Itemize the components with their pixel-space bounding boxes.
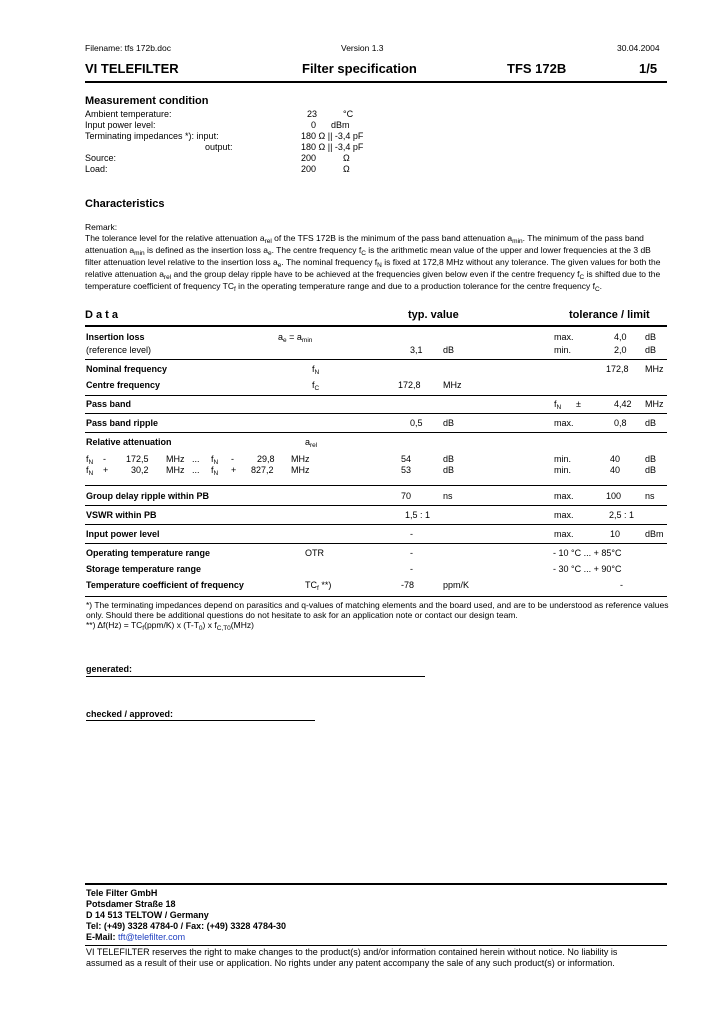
generated-label: generated:: [86, 664, 133, 674]
vswr-typ: 1,5 : 1: [405, 510, 431, 520]
row-rule: [85, 359, 667, 360]
footer-email-line: E-Mail: tft@telefilter.com: [86, 932, 186, 942]
rel-row1-op: -: [103, 454, 106, 464]
row-rule: [85, 524, 667, 525]
tc-symbol: $TC_f$ **): [305, 580, 332, 592]
remark-line-5: temperature coefficient of frequency $TC_f$ in the operating temperature range and due to a production tolerance for the centre frequency $f_C$.: [85, 281, 603, 293]
str-label: Storage temperature range: [86, 564, 202, 574]
remark-label: Remark:: [85, 222, 118, 232]
centre-symbol: $f_C$: [312, 380, 320, 392]
input-power-label: Input power level: [86, 529, 160, 539]
gd-max: 100: [606, 491, 622, 501]
email-link[interactable]: tft@telefilter.com: [118, 932, 186, 942]
ins-max: 4,0: [614, 332, 627, 342]
footer-rule-2: [85, 945, 667, 946]
tc-tol: -: [620, 580, 623, 590]
rel-row2-u1: MHz: [166, 465, 185, 475]
centre-frequency-label: Centre frequency: [86, 380, 161, 390]
rel-row1-typ: 54: [401, 454, 412, 464]
pb-pm: ±: [576, 399, 581, 409]
row-rule: [85, 485, 667, 486]
remark-line-4: relative attenuation $a_{rel}$ and the group delay ripple have to be achieved at the frequencies given below even if the centre frequency $f_C$ is shifted due to the: [85, 269, 661, 281]
ambient-value: 23: [307, 109, 318, 119]
nominal-symbol: $f_N$: [312, 364, 320, 376]
ins-max-label: max.: [554, 332, 574, 342]
rel-row1-v1: 172,5: [126, 454, 149, 464]
rel-row2-u2: MHz: [291, 465, 310, 475]
ref-level-label: (reference level): [86, 345, 152, 355]
source-unit: Ω: [343, 153, 350, 163]
table-header-rule: [85, 325, 667, 327]
row-rule: [85, 395, 667, 396]
str-tol: - 30 °C ... + 90°C: [553, 564, 622, 574]
row-rule: [85, 596, 667, 597]
company-logo-text: VI TELEFILTER: [85, 61, 179, 76]
disclaimer-1: VI TELEFILTER reserves the right to make changes to the product(s) and/or information contained herein without notice. No liability is: [86, 947, 618, 957]
source-value: 200: [301, 153, 317, 163]
row-rule: [85, 432, 667, 433]
gd-typ-unit: ns: [443, 491, 453, 501]
rel-row1-dots: ...: [192, 454, 200, 464]
otr-label: Operating temperature range: [86, 548, 211, 558]
ins-typ: 3,1: [410, 345, 423, 355]
ins-typ-unit: dB: [443, 345, 455, 355]
load-value: 200: [301, 164, 317, 174]
load-label: Load:: [85, 164, 108, 174]
rel-row1-typ-unit: dB: [443, 454, 455, 464]
remark-line-2: attenuation $a_{min}$ is defined as the insertion loss $a_e$. The centre frequency $f_C$ is the arithmetic mean value of the upper and lower frequencies at the 3 dB: [85, 245, 651, 257]
footer-tel: Tel: (+49) 3328 4784-0 / Fax: (+49) 3328 4784-30: [86, 921, 286, 931]
ins-min-label: min.: [554, 345, 572, 355]
note-2: only. Should there be additional questions do not hesitate to ask for an application note or contact our design team.: [86, 610, 518, 620]
checked-signature-line: [86, 720, 315, 721]
tc-typ: -78: [401, 580, 415, 590]
rel-row1-u2: MHz: [291, 454, 310, 464]
rel-row1-v2: 29,8: [257, 454, 275, 464]
rel-row2-typ: 53: [401, 465, 412, 475]
pass-band-ripple-label: Pass band ripple: [86, 418, 159, 428]
pbr-max-label: max.: [554, 418, 574, 428]
ip-typ: -: [410, 529, 413, 539]
doc-type: Filter specification: [302, 61, 417, 76]
generated-signature-line: [86, 676, 425, 677]
rel-row2-op2: +: [231, 465, 237, 475]
rel-row2-v1: 30,2: [131, 465, 149, 475]
row-rule: [85, 413, 667, 414]
ins-min-unit: dB: [645, 345, 657, 355]
tc-typ-unit: ppm/K: [443, 580, 470, 590]
tc-label: Temperature coefficient of frequency: [86, 580, 244, 590]
source-label: Source:: [85, 153, 117, 163]
version: Version 1.3: [341, 43, 384, 53]
vswr-max-label: max.: [554, 510, 574, 520]
pb-tol-unit: MHz: [645, 399, 664, 409]
part-number: TFS 172B: [507, 61, 567, 76]
gd-max-unit: ns: [645, 491, 655, 501]
rel-row2-f: $f_N$: [86, 465, 94, 477]
col-data: D a t a: [85, 309, 119, 321]
rel-row2-min-unit: dB: [645, 465, 657, 475]
pass-band-label: Pass band: [86, 399, 132, 409]
rel-row2-typ-unit: dB: [443, 465, 455, 475]
footer-street: Potsdamer Straße 18: [86, 899, 176, 909]
note-1: *) The terminating impedances depend on parasitics and q-values of matching elements and the board used, and are to be understood as reference values: [86, 600, 669, 610]
col-typ: typ. value: [408, 309, 459, 321]
ins-max-unit: dB: [645, 332, 657, 342]
measurement-title: Measurement condition: [85, 95, 209, 107]
pb-symbol: $f_N$: [554, 399, 562, 411]
term-label: Terminating impedances *): input:: [85, 131, 219, 141]
power-label: Input power level:: [85, 120, 156, 130]
pbr-typ: 0,5: [410, 418, 423, 428]
remark-line-3: filter attenuation level relative to the insertion loss $a_e$. The nominal frequency $f_N$ is fixed at 172,8 MHz without any tolerance. The given values for both the: [85, 257, 661, 269]
checked-label: checked / approved:: [86, 709, 174, 719]
insertion-loss-label: Insertion loss: [86, 332, 145, 342]
term-out-label: output:: [205, 142, 233, 152]
pbr-max-unit: dB: [645, 418, 657, 428]
ambient-label: Ambient temperature:: [85, 109, 172, 119]
rel-row2-v2: 827,2: [251, 465, 274, 475]
otr-symbol: OTR: [305, 548, 324, 558]
rel-row2-min-label: min.: [554, 465, 572, 475]
pb-tol: 4,42: [614, 399, 632, 409]
rel-row1-f: $f_N$: [86, 454, 94, 466]
characteristics-title: Characteristics: [85, 198, 165, 210]
ip-max-unit: dBm: [645, 529, 664, 539]
ip-max-label: max.: [554, 529, 574, 539]
load-unit: Ω: [343, 164, 350, 174]
remark-line-1: The tolerance level for the relative attenuation $a_{rel}$ of the TFS 172B is the minimum of the pass band attenuation $a_{min}$. The minimum of the pass band: [85, 233, 644, 245]
insertion-loss-symbol: $a_e = a_{min}$: [278, 332, 313, 344]
rel-row1-f2: $f_N$: [211, 454, 219, 466]
pbr-typ-unit: dB: [443, 418, 455, 428]
footer-city: D 14 513 TELTOW / Germany: [86, 910, 209, 920]
rel-row2-dots: ...: [192, 465, 200, 475]
centre-typ: 172,8: [398, 380, 421, 390]
disclaimer-2: assumed as a result of their use or application. No rights under any patent accompany the sale of any such product(s) or information.: [86, 958, 615, 968]
power-unit: dBm: [331, 120, 350, 130]
rel-symbol: $a_{rel}$: [305, 437, 318, 449]
nominal-frequency-label: Nominal frequency: [86, 364, 168, 374]
rel-row1-op2: -: [231, 454, 234, 464]
nominal-tol-unit: MHz: [645, 364, 664, 374]
pbr-max: 0,8: [614, 418, 627, 428]
rel-row1-u1: MHz: [166, 454, 185, 464]
otr-typ: -: [410, 548, 413, 558]
group-delay-label: Group delay ripple within PB: [86, 491, 210, 501]
gd-typ: 70: [401, 491, 412, 501]
header-rule: [85, 81, 667, 83]
power-value: 0: [311, 120, 317, 130]
filename: Filename: tfs 172b.doc: [85, 43, 171, 53]
rel-row1-min-label: min.: [554, 454, 572, 464]
page-number: 1/5: [639, 61, 658, 76]
str-typ: -: [410, 564, 413, 574]
date: 30.04.2004: [617, 43, 660, 53]
col-tol: tolerance / limit: [569, 309, 650, 321]
term-out-value: 180 Ω || -3,4 pF: [301, 142, 364, 152]
ins-min: 2,0: [614, 345, 627, 355]
rel-row1-min-unit: dB: [645, 454, 657, 464]
rel-row2-f2: $f_N$: [211, 465, 219, 477]
vswr-max: 2,5 : 1: [609, 510, 635, 520]
rel-row2-op: +: [103, 465, 109, 475]
row-rule: [85, 505, 667, 506]
footer-company: Tele Filter GmbH: [86, 888, 158, 898]
footer-rule: [85, 883, 667, 885]
vswr-label: VSWR within PB: [86, 510, 157, 520]
rel-row1-min: 40: [610, 454, 621, 464]
relative-attenuation-label: Relative attenuation: [86, 437, 172, 447]
gd-max-label: max.: [554, 491, 574, 501]
ambient-unit: °C: [343, 109, 354, 119]
row-rule: [85, 543, 667, 544]
otr-tol: - 10 °C ... + 85°C: [553, 548, 622, 558]
centre-typ-unit: MHz: [443, 380, 462, 390]
rel-row2-min: 40: [610, 465, 621, 475]
note-3: **) $\Delta f(Hz) = TC_f(ppm/K)$ x $(T-T_0)$ x $f_{C,T0}(MHz)$: [86, 620, 254, 632]
nominal-tol: 172,8: [606, 364, 629, 374]
ip-max: 10: [610, 529, 621, 539]
term-in-value: 180 Ω || -3,4 pF: [301, 131, 364, 141]
